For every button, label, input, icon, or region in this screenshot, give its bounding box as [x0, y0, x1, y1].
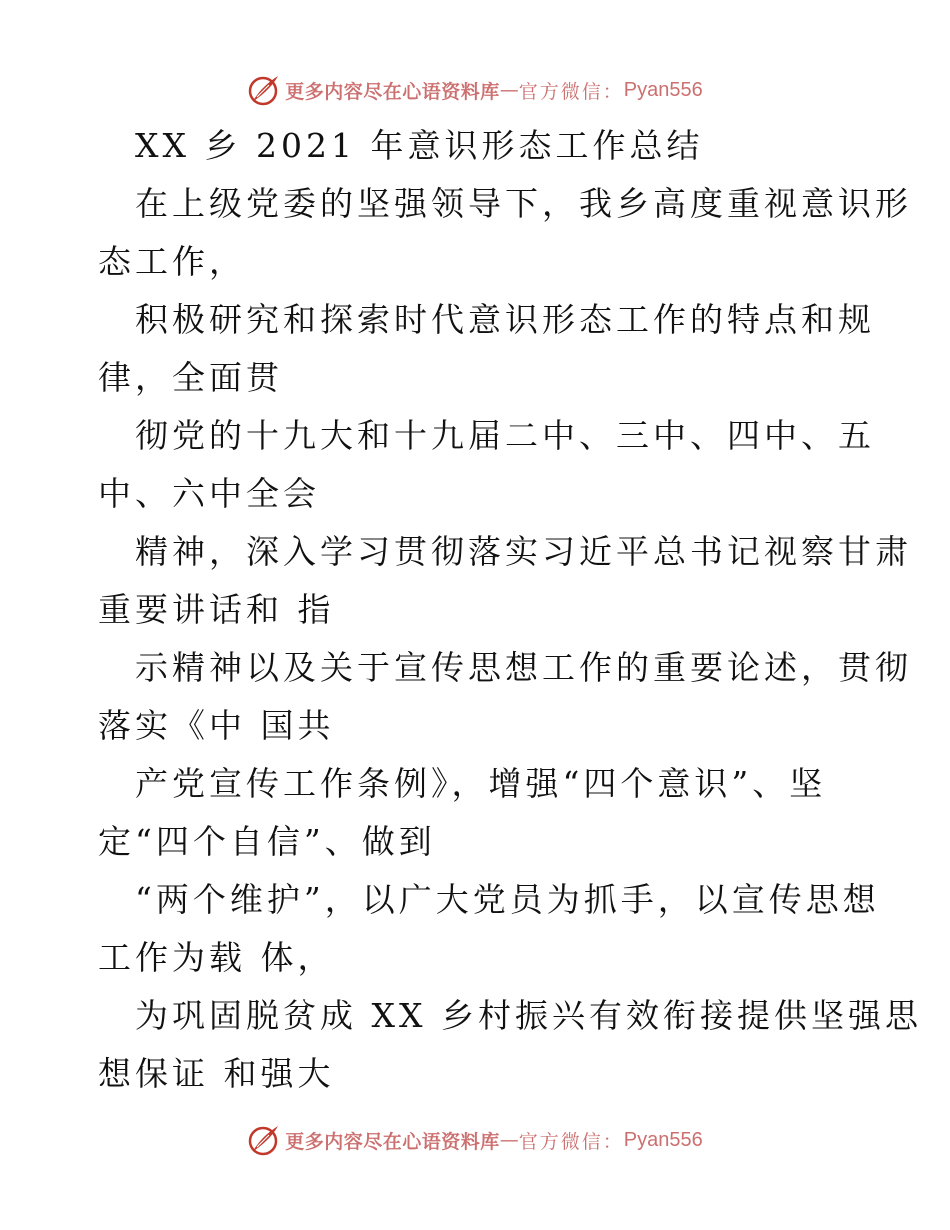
- watermark-main-text: 更多内容尽在心语资料库: [285, 1130, 500, 1153]
- watermark-wechat-id: Pyan556: [623, 78, 703, 101]
- paragraph-line-12: 定“四个自信”、做到: [98, 822, 436, 861]
- watermark-dash: —: [499, 1129, 519, 1151]
- watermark-sub-text: 官方微信：: [518, 80, 624, 103]
- watermark-dash: —: [499, 79, 519, 101]
- paragraph-line-15: 为巩固脱贫成 XX 乡村振兴有效衔接提供坚强思: [135, 996, 922, 1035]
- paragraph-line-10: 落实《中 国共: [98, 706, 335, 745]
- document-title: XX 乡 2021 年意识形态工作总结: [135, 126, 704, 165]
- paragraph-line-13: “两个维护”，以广大党员为抓手，以宣传思想: [135, 880, 880, 919]
- watermark-main-text: 更多内容尽在心语资料库: [285, 80, 500, 103]
- paragraph-line-8: 重要讲话和 指: [98, 590, 335, 629]
- watermark-banner-bottom: [0, 1120, 950, 1160]
- paragraph-line-3: 积极研究和探索时代意识形态工作的特点和规: [135, 300, 875, 339]
- watermark-banner-top: [0, 70, 950, 110]
- watermark-sub-text: 官方微信：: [518, 1130, 624, 1153]
- paragraph-line-4: 律，全面贯: [98, 358, 283, 397]
- paragraph-line-16: 想保证 和强大: [98, 1054, 335, 1093]
- quill-logo-icon: [247, 1123, 281, 1157]
- paragraph-line-7: 精神，深入学习贯彻落实习近平总书记视察甘肃: [135, 532, 912, 571]
- quill-logo-icon: [247, 73, 281, 107]
- paragraph-line-5: 彻党的十九大和十九届二中、三中、四中、五: [135, 416, 875, 455]
- paragraph-line-2: 态工作，: [98, 242, 246, 281]
- paragraph-line-1: 在上级党委的坚强领导下，我乡高度重视意识形: [135, 184, 912, 223]
- paragraph-line-14: 工作为载 体，: [98, 938, 335, 977]
- paragraph-line-9: 示精神以及关于宣传思想工作的重要论述，贯彻: [135, 648, 912, 687]
- paragraph-line-11: 产党宣传工作条例》，增强“四个意识”、坚: [135, 764, 827, 803]
- watermark-wechat-id: Pyan556: [623, 1128, 703, 1151]
- paragraph-line-6: 中、六中全会: [98, 474, 320, 513]
